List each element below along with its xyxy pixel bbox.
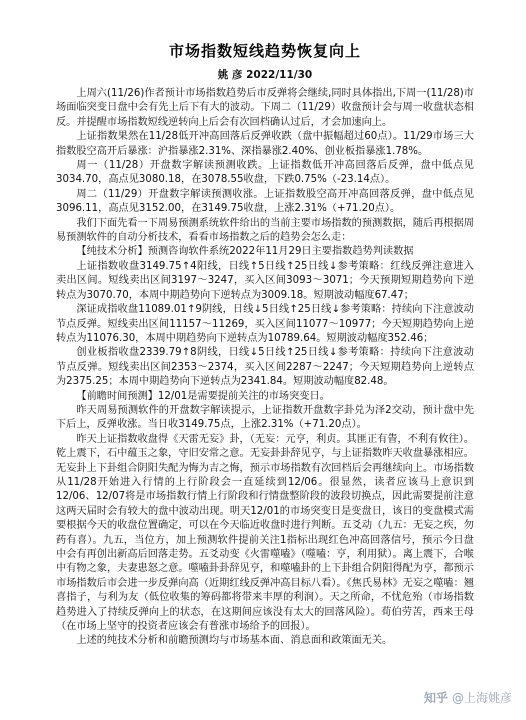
paragraph: 昨天上证指数收盘得《天雷无妄》卦，（无妄：元亨，利贞。其匪正有眚，不利有攸往）。乾上震下，石中蕴玉之象，守旧安常之意。无妄卦卦辞见亨，与上证指数昨天收盘暴涨相应。无妄卦上下卦组合阴阳失配为悔为吉之悔，预示市场指数有次回档后会再继续向上。市场指数从11/28开始进入行情的上行阶段会一直延续到12/06。很显然，读者应该马上意识到12/06、12/07将是市场指数行情上行阶段和行情盘整阶段的波段切换点，因此需要提前注意这两天届时会有较大的盘中波动出现。明天12/01的市场突变日是变盘日，该日的变盘模式需要根据今天的收盘位置确定，可以在今天临近收盘时进行判断。五爻动（九五：无妄之疾，勿药有喜）。九五，当位方，加上预测软件提前关注1指标出现红色冲高回落信号，预示今日盘中会有再创出新高后回落走势。五爻动变《火雷噬嗑》（噬嗑：亨，利用狱）。离上震下，合喉中有物之象，夫妻患怒之意。噬嗑卦卦辞见亨，和噬嗑卦的上下卦组合阴阳得配为亨，都预示市场指数后市会进一步反弹向高（近期红线反弹冲高目标八看）。《焦氏易林》无妄之噬嗑：翘喜指子，与利为友（低位收集的筹码都将带来丰厚的利润）。天之所命，不忧危殆（市场指数趋势进入了持续反弹向上的状态，在这期间应该没有太大的回落风险）。荀伯劳苦，西来王母（在市场上坚守的投资者应该会有普涨市场给予的回报）。 bbox=[56, 433, 474, 633]
paragraph: 上周六(11/26)作者预计市场指数趋势后市反弹将会继续,同时具体指出,下周一(11/28)市场面临突变日盘中会有先上后下有大的波动。下周二（11/29）收盘预计会与周一收盘状态相反。并提醒市场指数短线逆转向上后会有次回档确认过后，才会加速向上。 bbox=[56, 88, 474, 128]
article-title: 市场指数短线趋势恢复向上 bbox=[168, 42, 361, 60]
watermark-handle: @上海姚彦 bbox=[451, 691, 512, 705]
zhihu-logo: 知乎 bbox=[423, 691, 448, 705]
paragraph: 周一（11/28）开盘数字解读预测收跌。上证指数低开冲高回落后反弹，盘中低点见3034.70，高点见3080.18，在3078.55收盘，下跌0.75%（-23.14点）。 bbox=[56, 160, 474, 186]
paragraph: 我们下面先看一下周易预测系统软件给出的当前主要市场指数的预测数据，随后再根据周易预测软件的自动分析技术，看看市场指数之后的趋势会怎么走： bbox=[56, 217, 474, 244]
paragraph: 深证成指收盘11089.01↑9阴线，日线↓5日线↑25日线↓参考策略：持续向下注意波动节点反弹。短线卖出区间11157～11269，买入区间11077～10977；今天短期趋势向上逆转点为11076.30，本周中期趋势向下逆转点为10789.64。短期波动幅度352.46； bbox=[56, 304, 474, 344]
watermark bbox=[424, 689, 512, 706]
paragraph: 周二（11/29）开盘数字解读预测收涨。上证指数股空高开冲高回落反弹，盘中低点见3096.11，高点见3152.00，在3149.75收盘，上涨2.31%（+71.20点）。 bbox=[56, 188, 474, 215]
paragraph: 上证指数收盘3149.75↑4阳线，日线↑5日线↑25日线↓参考策略：红线反弹注意进入卖出区间。短线卖出区间3197～3247，买入区间3093～3071；今天预期短期趋势向下逆转点为3070.70，本周中期趋势向下逆转点为3009.18。短期波动幅度67.47； bbox=[56, 260, 474, 301]
paragraph: 创业板指收盘2339.79↑8阴线，日线↓5日线↑25日线↓参考策略：持续向下注意波动节点反弹。短线卖出区间2353～2374，买入区间2287～2247；今天短期趋势向上逆转点为2375.25；本周中期趋势向下逆转点为2341.84。短期波动幅度82.48。 bbox=[56, 347, 474, 388]
paragraph: 上证指数果然在11/28低开冲高回落后反弹收跌（盘中振幅超过60点）。11/29市场三大指数股空高开后暴涨：沪指暴涨2.31%、深指暴涨2.40%、创业板指暴涨1.78%。 bbox=[56, 131, 474, 157]
paragraph: 【前瞻时间预测】12/01是需要提前关注的市场突变日。 bbox=[76, 390, 330, 402]
article-body bbox=[56, 87, 474, 649]
paragraph: 昨天周易预测软件的开盘数字解读提示，上证指数开盘数字卦兑为泽2交动，预计盘中先下后上，反弹收涨。当日收3149.75点，上涨2.31%（+71.20点）。 bbox=[56, 404, 474, 431]
article-byline: 姚 彦 2022/11/30 bbox=[217, 69, 313, 81]
paragraph: 【纯技术分析】预测咨询软件系统2022年11月29日主要指数趋势判读数据 bbox=[76, 246, 414, 258]
paragraph: 上述的纯技术分析和前瞻预测均与市场基本面、消息面和政策面无关。 bbox=[76, 635, 393, 647]
